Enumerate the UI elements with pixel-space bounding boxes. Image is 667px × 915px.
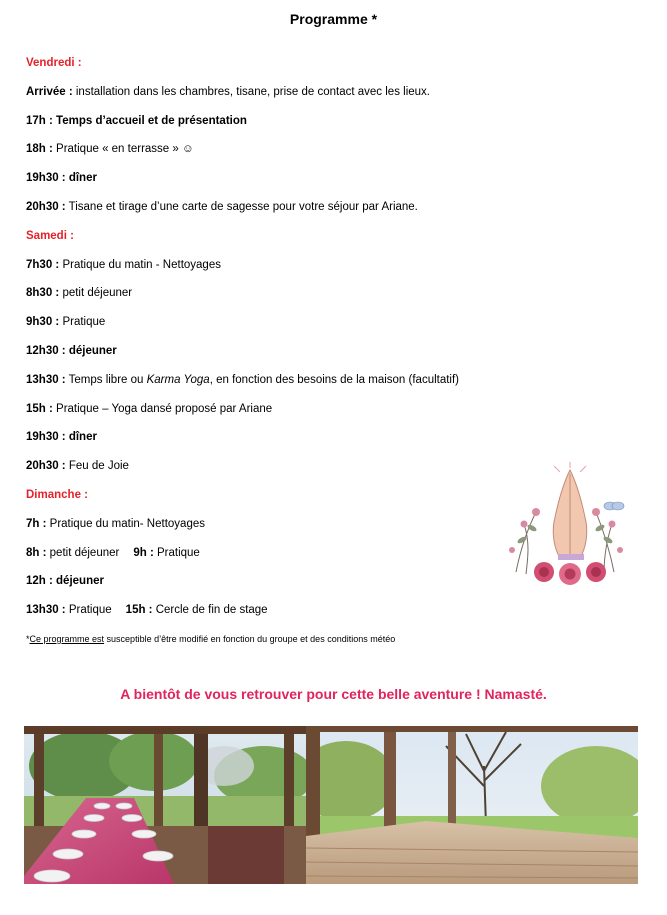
day-heading-dimanche: Dimanche : <box>26 488 88 501</box>
page-title: Programme * <box>289 11 378 27</box>
schedule-item: 9h30 : Pratique <box>26 316 106 329</box>
schedule-item: 18h : Pratique « en terrasse » ☺ <box>26 143 194 156</box>
garden-view-photo <box>306 726 638 884</box>
schedule-item: 8h30 : petit déjeuner <box>26 287 133 300</box>
schedule-item: 20h30 : Feu de Joie <box>26 460 129 473</box>
schedule-item: 12h30 : déjeuner <box>26 344 117 357</box>
disclaimer-note: *Ce programme est susceptible d’être modifié en fonction du groupe et des conditions météo <box>26 634 396 644</box>
schedule-item: 15h : Pratique – Yoga dansé proposé par Ariane <box>26 402 273 415</box>
praying-hands-roses-illustration <box>496 462 636 587</box>
schedule-item: 7h30 : Pratique du matin - Nettoyages <box>26 258 221 271</box>
schedule-item: 17h : Temps d’accueil et de présentation <box>26 114 247 127</box>
terrace-table-photo <box>24 726 306 884</box>
schedule-item: 19h30 : dîner <box>26 172 97 185</box>
schedule-item: 20h30 : Tisane et tirage d’une carte de sagesse pour votre séjour par Ariane. <box>26 200 418 213</box>
day-heading-vendredi: Vendredi : <box>26 57 82 69</box>
schedule-item: 13h30 : Temps libre ou Karma Yoga, en fonction des besoins de la maison (facultatif) <box>26 373 460 386</box>
closing-message: A bientôt de vous retrouver pour cette belle aventure ! Namasté. <box>120 686 547 702</box>
schedule-item: 13h30 : Pratique 15h : Cercle de fin de stage <box>26 604 268 617</box>
schedule-item: Arrivée : installation dans les chambres, tisane, prise de contact avec les lieux. <box>26 85 430 98</box>
schedule-item: 7h : Pratique du matin- Nettoyages <box>26 517 205 530</box>
schedule-item: 12h : déjeuner <box>26 575 104 588</box>
schedule-item: 19h30 : dîner <box>26 431 97 444</box>
schedule-item: 8h : petit déjeuner 9h : Pratique <box>26 546 200 559</box>
day-heading-samedi: Samedi : <box>26 229 74 242</box>
